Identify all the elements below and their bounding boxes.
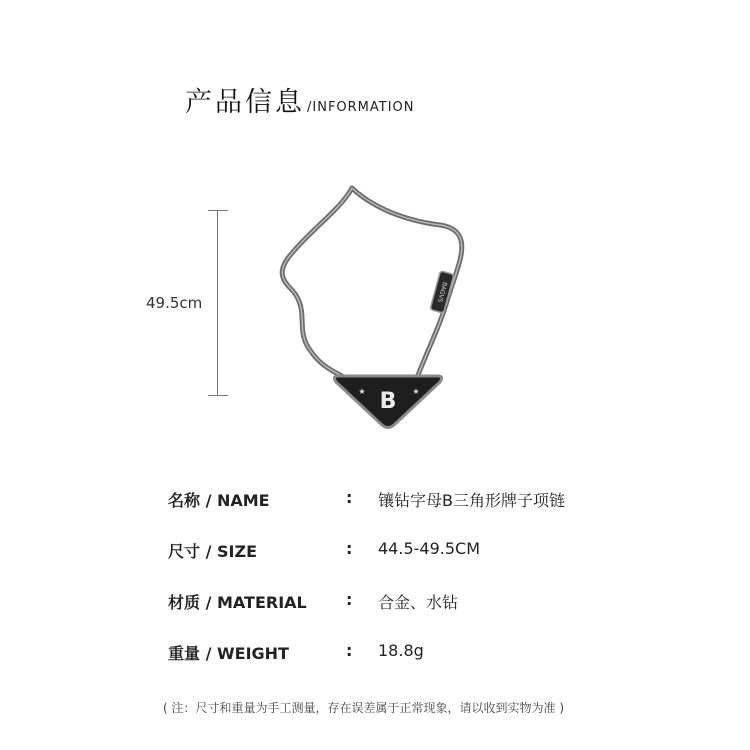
triangle-pendant bbox=[334, 376, 441, 428]
measurement-note: ( 注：尺寸和重量为手工测量，存在误差属于正常现象，请以收到实物为准 ) bbox=[163, 701, 564, 715]
measure-line bbox=[217, 210, 218, 396]
spec-value: 合金、水钻 bbox=[378, 593, 459, 612]
necklace-tag-text: BAGVS bbox=[435, 281, 449, 303]
measure-bottom-tick bbox=[208, 395, 228, 396]
spec-label: 名称 / NAME bbox=[168, 491, 270, 510]
spec-colon: : bbox=[346, 641, 353, 660]
spec-colon: : bbox=[346, 488, 353, 507]
spec-value: 44.5-49.5CM bbox=[378, 539, 480, 558]
spec-row-name bbox=[168, 488, 668, 512]
info-header bbox=[185, 80, 415, 119]
necklace-chain bbox=[282, 188, 462, 380]
spec-colon: : bbox=[346, 590, 353, 609]
spec-label: 尺寸 / SIZE bbox=[168, 542, 257, 561]
spec-row-weight bbox=[168, 641, 668, 665]
header-title-cn: 产品信息 bbox=[185, 87, 305, 118]
measure-top-tick bbox=[208, 210, 228, 211]
spec-row-material bbox=[168, 590, 668, 614]
spec-colon: : bbox=[346, 539, 353, 558]
spec-label: 材质 / MATERIAL bbox=[168, 593, 307, 612]
spec-value: 18.8g bbox=[378, 641, 424, 660]
pendant-star-left: ★ bbox=[358, 387, 366, 396]
header-title-en: /INFORMATION bbox=[307, 100, 415, 115]
spec-label: 重量 / WEIGHT bbox=[168, 644, 289, 663]
pendant-letter: B bbox=[379, 389, 397, 414]
length-label: 49.5cm bbox=[146, 294, 203, 312]
spec-row-size bbox=[168, 539, 668, 563]
length-measure-indicator bbox=[208, 210, 228, 396]
spec-value: 镶钻字母B三角形牌子项链 bbox=[378, 491, 565, 510]
necklace-product-image bbox=[270, 180, 500, 430]
pendant-star-right: ★ bbox=[412, 387, 420, 396]
